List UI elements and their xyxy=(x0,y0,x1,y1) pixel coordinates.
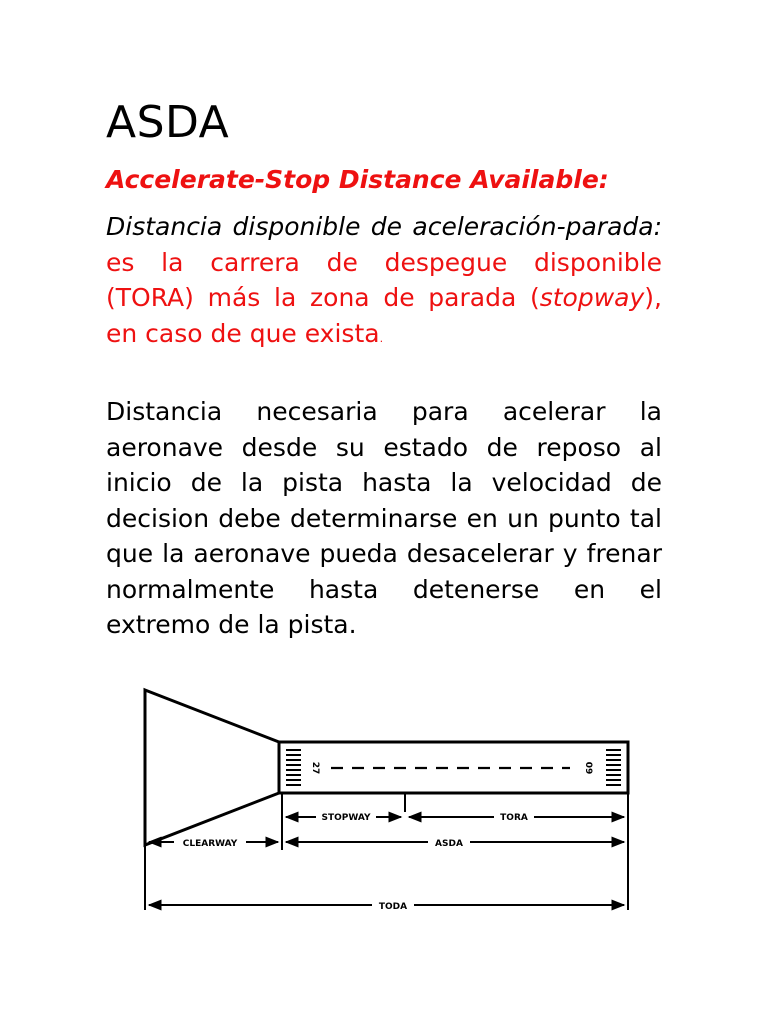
runway-diagram xyxy=(136,684,636,914)
definition-paragraph xyxy=(106,209,662,356)
label-toda: TODA xyxy=(378,902,408,912)
runway-number-left: 27 xyxy=(310,761,320,775)
definition-text-a: es la carrera de despegue disponible (TORA) más la zona de parada ( xyxy=(106,247,662,312)
definition-term-italic: stopway xyxy=(539,283,645,312)
label-stopway: STOPWAY xyxy=(321,813,371,823)
definition-text-b: ), en caso de que exista xyxy=(106,283,662,348)
label-clearway: CLEARWAY xyxy=(182,839,238,849)
label-tora: TORA xyxy=(500,813,528,823)
definition-period: . xyxy=(379,331,384,345)
definition-term: Distancia disponible de aceleración-parada: xyxy=(106,212,662,241)
dimension-ticks xyxy=(145,793,628,910)
clearway-shape xyxy=(145,690,279,845)
threshold-marks-left xyxy=(286,750,301,785)
subtitle: Accelerate-Stop Distance Available: xyxy=(106,165,609,194)
page-title: ASDA xyxy=(106,97,230,148)
runway-number-right: 09 xyxy=(583,761,593,775)
threshold-marks-right xyxy=(606,750,621,785)
body-paragraph: Distancia necesaria para acelerar la aeronave desde su estado de reposo al inicio de la pista hasta la velocidad de decision debe determinarse en un punto tal que la aeronave pueda desacelerar y frenar normalmente hasta detenerse en el extremo de la pista. xyxy=(106,397,662,639)
label-asda: ASDA xyxy=(435,839,463,849)
